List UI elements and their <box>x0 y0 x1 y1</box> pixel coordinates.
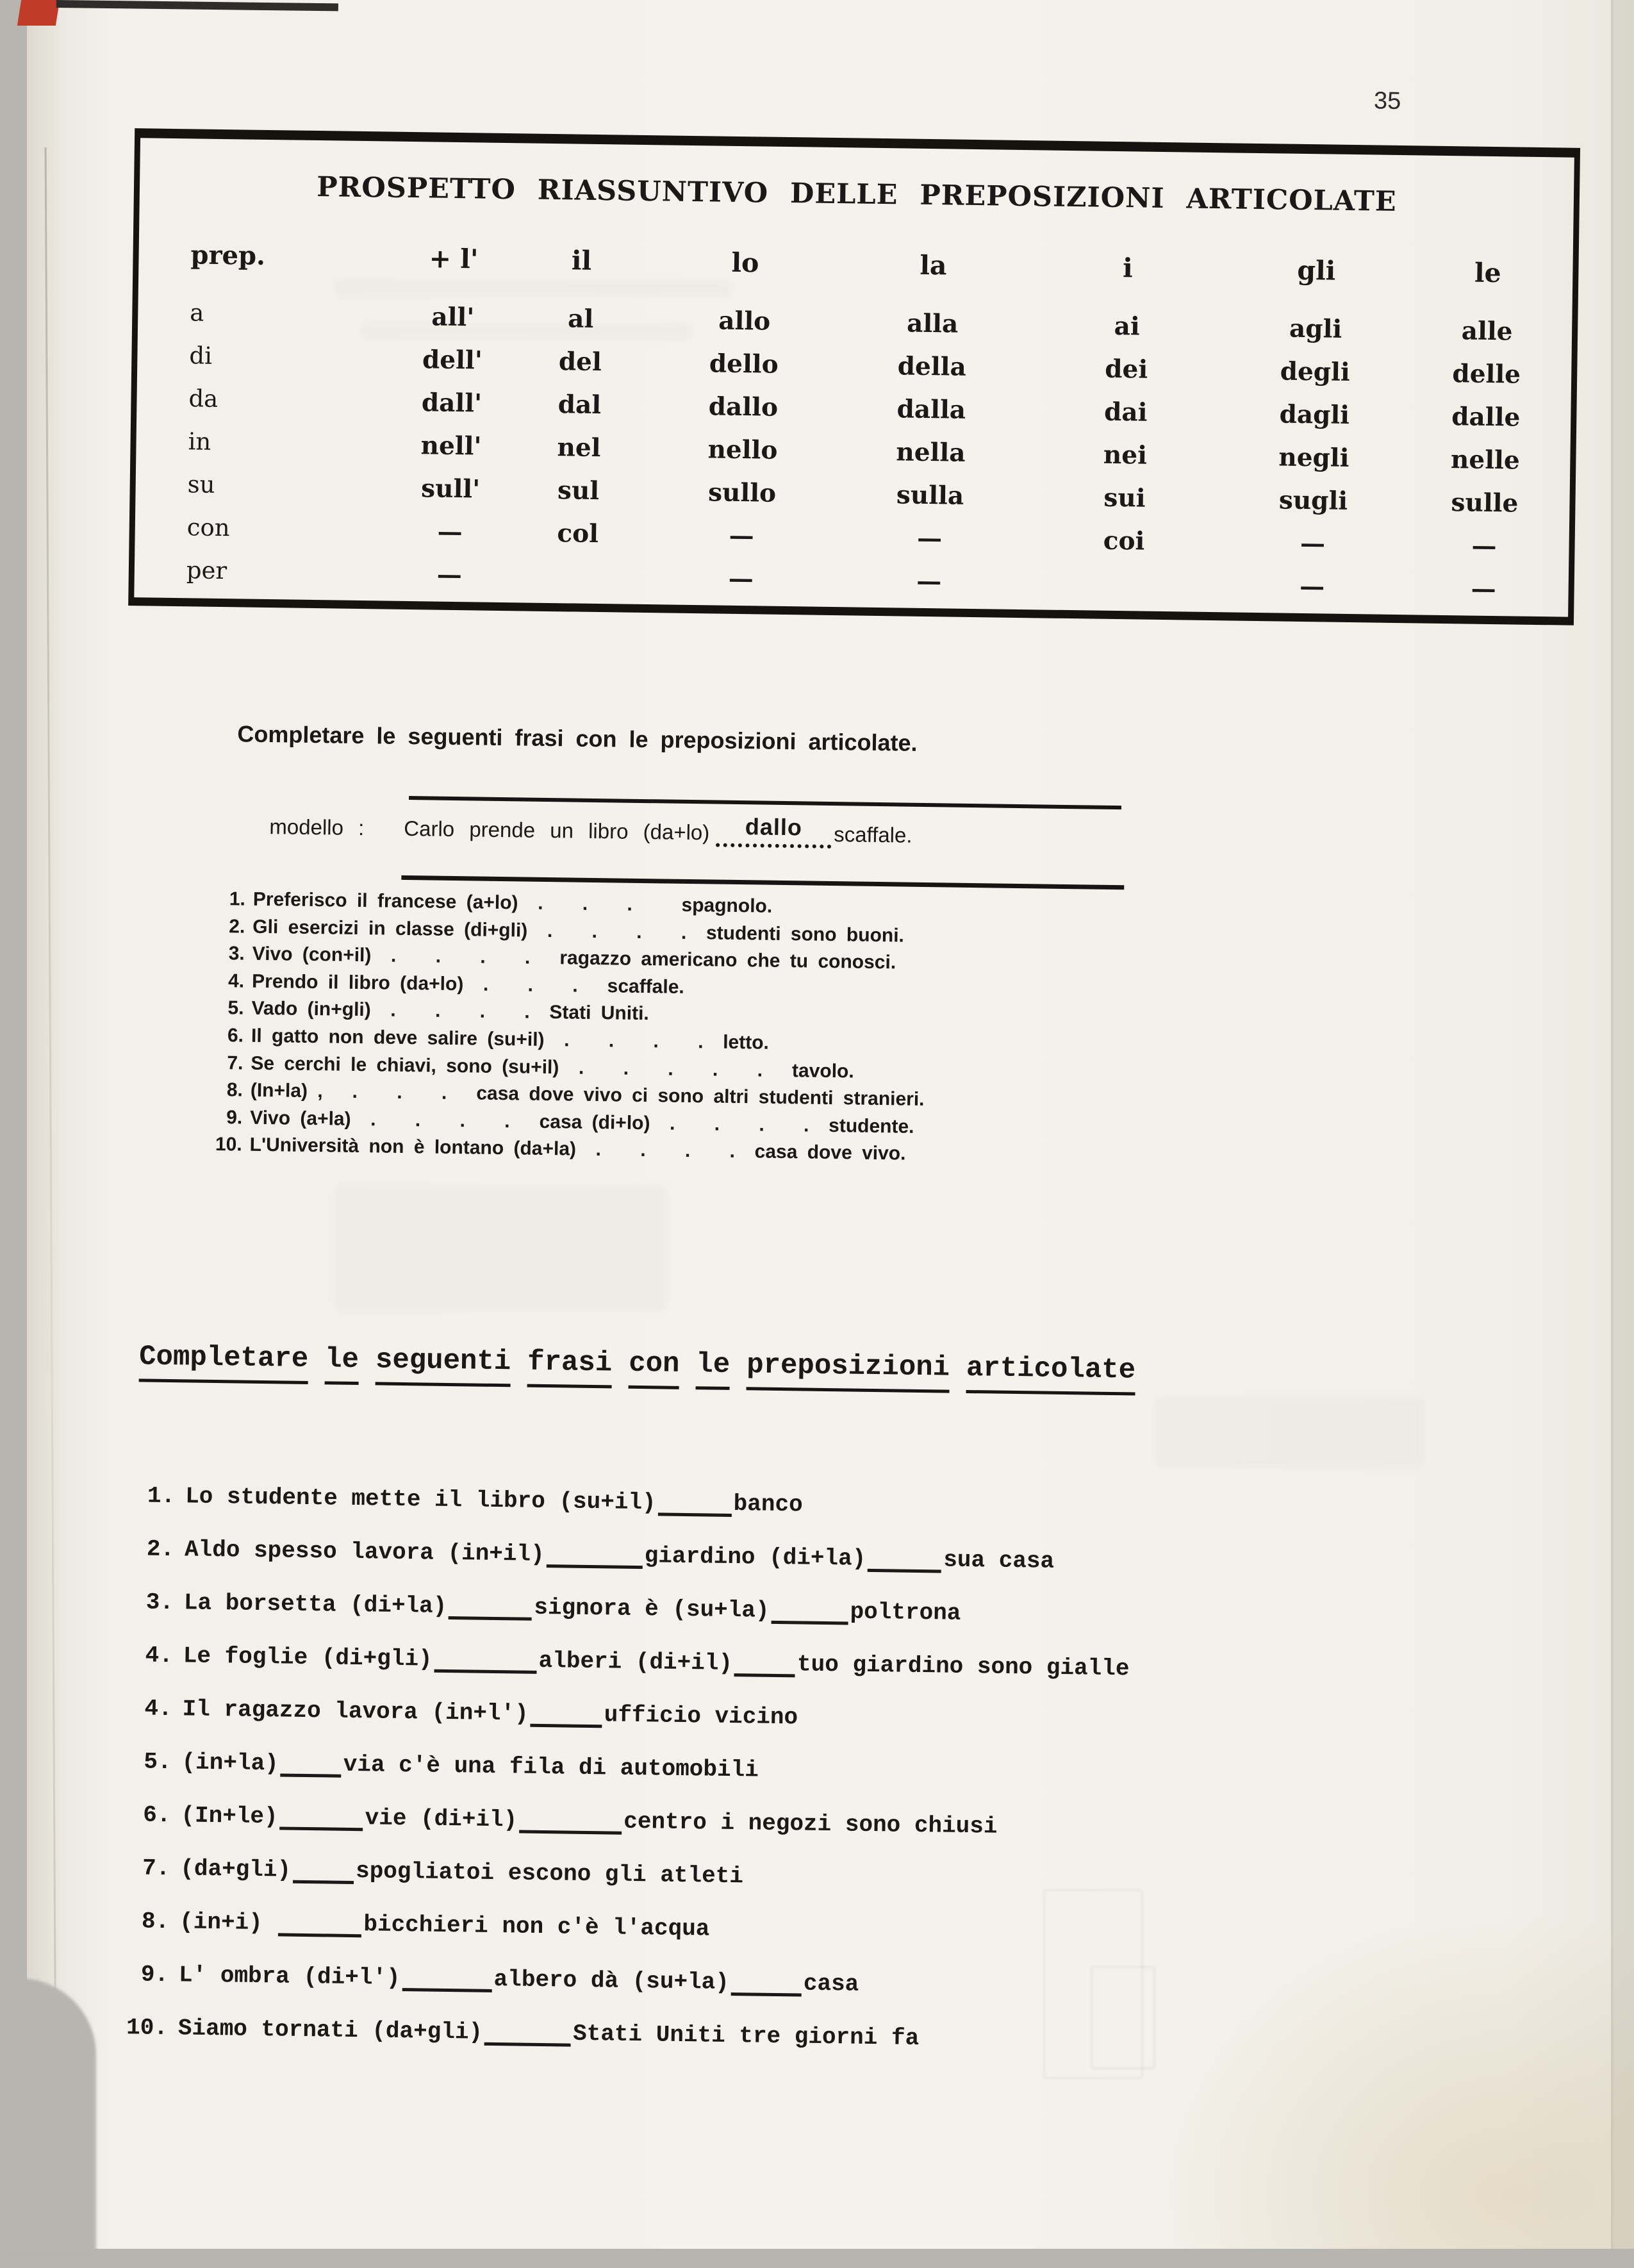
preposition-cell: a <box>190 299 204 327</box>
form-cell: dagli <box>1279 399 1350 430</box>
form-cell: dai <box>1103 397 1148 427</box>
exercise1-list <box>190 888 927 1170</box>
item-text: L'Università non è lontano (da+la) . . . . casa dove vivo. <box>249 1134 906 1164</box>
form-cell: col <box>557 518 599 549</box>
heading-word: le <box>696 1348 730 1390</box>
article-column-header: la <box>920 249 947 281</box>
form-cell: — <box>728 563 754 594</box>
form-cell: del <box>558 347 602 377</box>
preposition-cell: con <box>186 513 230 542</box>
answer-blank <box>434 1650 536 1674</box>
form-cell: dell' <box>422 345 483 376</box>
text-segment: albero dà (su+la) <box>493 1966 730 1996</box>
item-number: 6. <box>142 1801 171 1829</box>
form-cell: della <box>897 351 967 382</box>
form-cell: nei <box>1103 440 1148 470</box>
item-text: Prendo il libro (da+lo) . . . scaffale. <box>251 970 684 998</box>
preposition-cell: su <box>187 470 215 499</box>
table-title: PROSPETTO RIASSUNTIVO DELLE PREPOSIZIONI ARTICOLATE <box>316 170 1397 218</box>
form-cell: sul <box>557 476 600 506</box>
answer-blank <box>868 1550 941 1573</box>
answer-blank <box>657 1493 731 1517</box>
modello-label: modello : <box>269 815 365 840</box>
form-cell: alle <box>1461 316 1513 347</box>
form-cell: — <box>729 520 755 551</box>
text-segment: L' ombra (di+l') <box>178 1962 400 1992</box>
form-cell: coi <box>1103 526 1145 556</box>
item-number: 3. <box>145 1589 174 1616</box>
text-segment: casa <box>803 1970 859 1998</box>
form-cell: — <box>436 559 463 590</box>
item-number: 9. <box>226 1106 243 1129</box>
text-segment: (in+i) <box>179 1908 277 1937</box>
form-cell: — <box>1300 528 1326 559</box>
text-segment: Le foglie (di+gli) <box>183 1643 433 1673</box>
form-cell: — <box>437 517 463 547</box>
item-text <box>179 1905 710 1942</box>
modello-answer <box>716 813 832 848</box>
text-segment: vie (di+il) <box>365 1805 518 1833</box>
text-segment: giardino (di+la) <box>644 1543 866 1572</box>
answer-blank <box>402 1969 491 1992</box>
form-cell: all' <box>431 302 475 333</box>
heading-word: con <box>629 1348 680 1389</box>
item-text: (In+la) , . . . casa dove vivo ci sono altri studenti stranieri. <box>250 1079 925 1111</box>
answer-blank <box>278 1914 361 1937</box>
answer-blank <box>731 1973 802 1996</box>
article-column-header: gli <box>1297 254 1336 286</box>
form-cell: dall' <box>421 388 483 418</box>
divider-rule <box>401 875 1124 890</box>
text-segment: (in+la) <box>181 1749 279 1777</box>
article-column-header: le <box>1474 257 1502 289</box>
answer-blank <box>519 1811 622 1835</box>
form-cell: negli <box>1278 442 1349 473</box>
item-number: 10. <box>215 1134 242 1155</box>
item-text: Vivo (con+il) . . . . ragazzo americano che tu conosci. <box>252 943 896 973</box>
item-number: 5. <box>227 997 244 1019</box>
item-number: 7. <box>227 1052 243 1074</box>
answer-blank <box>546 1545 642 1569</box>
text-segment: banco <box>733 1491 803 1518</box>
form-cell: dallo <box>708 392 779 422</box>
form-cell: nello <box>707 435 778 465</box>
form-cell: al <box>567 304 594 334</box>
article-column-header: i <box>1122 252 1134 284</box>
form-cell: dal <box>557 390 602 420</box>
answer-blank <box>484 2023 571 2047</box>
divider-rule <box>409 796 1121 809</box>
preposition-cell: in <box>188 427 211 456</box>
item-number: 8. <box>141 1908 170 1935</box>
form-cell: nell' <box>420 431 482 461</box>
preposition-cell: di <box>189 342 213 370</box>
answer-blank <box>771 1602 848 1625</box>
modello-example <box>269 815 912 850</box>
item-text: Vado (in+gli) . . . . Stati Uniti. <box>251 998 649 1025</box>
item-text: Se cerchi le chiavi, sono (su+il) . . . . . tavolo. <box>251 1052 854 1082</box>
text-segment: (da+gli) <box>180 1855 292 1883</box>
item-number: 1. <box>147 1482 176 1510</box>
form-cell: sulle <box>1451 488 1519 518</box>
form-cell: delle <box>1452 359 1521 390</box>
item-number: 1. <box>229 888 246 910</box>
text-segment: centro i negozi sono chiusi <box>623 1808 998 1840</box>
item-number: 6. <box>227 1025 244 1047</box>
text-segment: ufficio vicino <box>604 1701 798 1731</box>
article-column-header: il <box>571 245 592 276</box>
item-number: 5. <box>144 1748 172 1776</box>
form-cell: dei <box>1105 354 1148 385</box>
form-cell: — <box>1299 571 1325 602</box>
heading-word: articolate <box>966 1352 1136 1396</box>
answer-blank <box>530 1705 602 1728</box>
item-number: 7. <box>142 1855 170 1882</box>
exercise1-heading: Completare le seguenti frasi con le preposizioni articolate. <box>237 720 918 756</box>
form-cell: nella <box>896 437 966 468</box>
item-text: Preferisco il francese (a+lo) . . . spagnolo. <box>252 888 773 917</box>
text-segment: sua casa <box>943 1546 1055 1575</box>
form-cell: nelle <box>1450 445 1521 476</box>
text-segment: Stati Uniti tre giorni fa <box>572 2020 920 2052</box>
answer-blank <box>279 1807 363 1831</box>
prep-column-header: prep. <box>190 240 266 271</box>
item-number: 4. <box>145 1642 174 1669</box>
modello-answer-word: dallo <box>745 813 803 841</box>
form-cell: dello <box>709 349 779 379</box>
page-number: 35 <box>1373 87 1401 115</box>
text-segment: Lo studente mette il libro (su+il) <box>185 1483 656 1516</box>
form-cell: ai <box>1114 311 1141 342</box>
table-grid <box>151 240 1567 618</box>
form-cell: sui <box>1103 483 1146 513</box>
dotted-answer-line <box>716 840 831 848</box>
preposition-cell: per <box>186 556 227 585</box>
text-segment: Il ragazzo lavora (in+l') <box>182 1696 529 1727</box>
article-column-header: + l' <box>429 243 479 275</box>
item-text <box>185 1480 803 1518</box>
form-cell: alla <box>906 308 959 339</box>
text-segment: alberi (di+il) <box>538 1647 733 1677</box>
item-number: 4. <box>144 1695 172 1723</box>
text-segment: signora è (su+la) <box>534 1594 770 1624</box>
item-number: 3. <box>228 943 245 964</box>
text-segment: bicchieri non c'è l'acqua <box>363 1911 710 1942</box>
form-cell: sullo <box>707 477 777 508</box>
item-text: Vivo (a+la) . . . . casa (di+lo) . . . . studente. <box>250 1107 914 1138</box>
form-cell: sugli <box>1278 485 1348 516</box>
heading-word: le <box>325 1343 359 1385</box>
exercise2-list <box>103 1479 1132 2078</box>
item-text: Il gatto non deve salire (su+il) . . . . letto. <box>251 1025 770 1054</box>
item-number: 9. <box>140 1961 169 1989</box>
form-cell: — <box>1471 574 1496 604</box>
item-number: 2. <box>146 1535 175 1563</box>
form-cell: dalla <box>896 394 966 425</box>
heading-word: frasi <box>527 1346 613 1389</box>
modello-sentence-after: scaffale. <box>834 822 912 847</box>
answer-blank <box>449 1597 532 1621</box>
answer-blank <box>281 1754 342 1777</box>
text-segment: Aldo spesso lavora (in+il) <box>184 1536 545 1568</box>
prepositions-summary-table <box>128 128 1580 625</box>
article-column-header: lo <box>731 247 759 279</box>
text-segment: via c'è una fila di automobili <box>343 1751 759 1784</box>
text-segment: (In+le) <box>181 1802 278 1830</box>
exercise2-heading <box>139 1341 1153 1396</box>
form-cell: dalle <box>1451 402 1521 433</box>
answer-blank <box>734 1654 795 1677</box>
form-cell: — <box>916 566 942 597</box>
modello-sentence-before: Carlo prende un libro (da+lo) <box>404 816 710 845</box>
item-number: 4. <box>227 970 245 992</box>
item-text: Gli esercizi in classe (di+gli) . . . . studenti sono buoni. <box>252 916 905 947</box>
answer-blank <box>293 1861 354 1884</box>
heading-word: Completare <box>139 1341 309 1384</box>
text-segment: La borsetta (di+la) <box>183 1589 447 1619</box>
form-cell: — <box>916 523 943 554</box>
preposition-cell: da <box>188 385 219 413</box>
form-cell: sulla <box>896 480 964 511</box>
text-segment: poltrona <box>850 1598 961 1627</box>
text-segment: Siamo tornati (da+gli) <box>177 2015 483 2046</box>
form-cell: — <box>1471 531 1497 561</box>
form-cell: sull' <box>420 474 481 504</box>
form-cell: agli <box>1289 313 1342 344</box>
heading-word: preposizioni <box>747 1349 950 1393</box>
item-number: 8. <box>226 1079 243 1101</box>
form-cell: allo <box>718 306 771 336</box>
text-segment: tuo giardino sono gialle <box>796 1651 1130 1682</box>
form-cell: nel <box>557 433 601 463</box>
heading-word: seguenti <box>375 1344 511 1387</box>
form-cell: degli <box>1280 356 1351 387</box>
item-number: 2. <box>229 915 245 938</box>
text-segment: spogliatoi escono gli atleti <box>355 1858 744 1890</box>
item-number: 10. <box>126 2014 169 2042</box>
